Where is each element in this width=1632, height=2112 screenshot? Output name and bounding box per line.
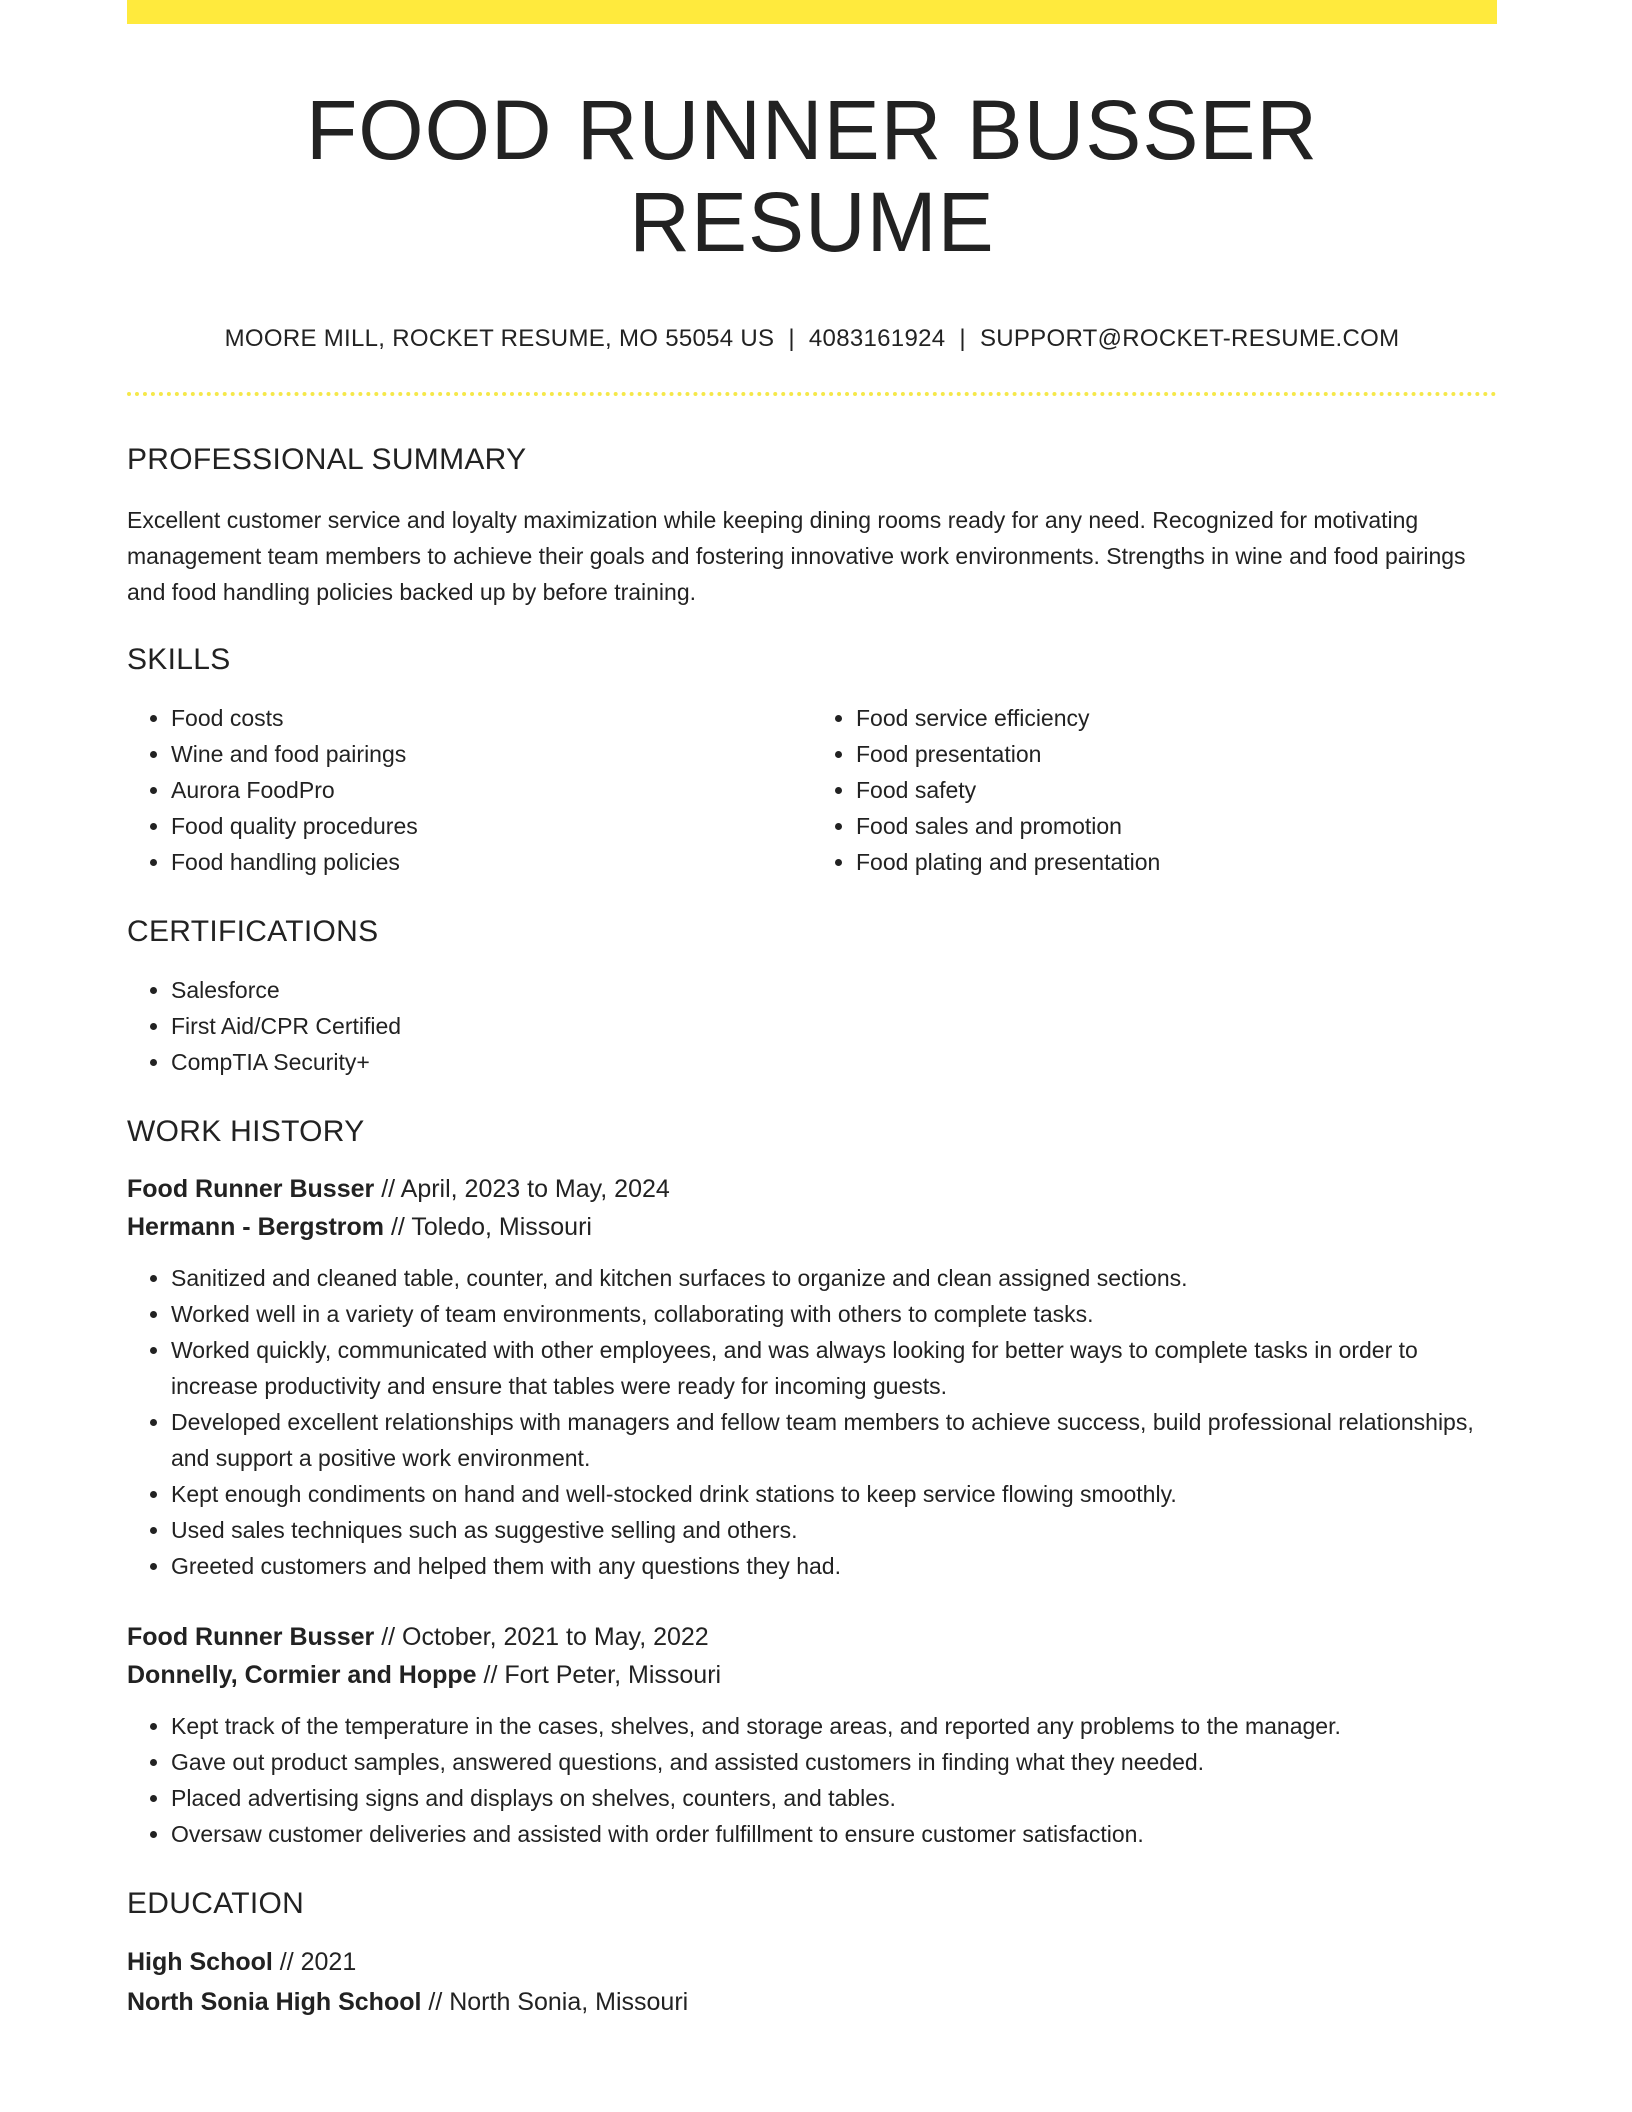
contact-email: SUPPORT@ROCKET-RESUME.COM: [979, 324, 1400, 352]
education-degree: High School: [127, 1947, 273, 1976]
accent-top-bar: [127, 0, 1497, 24]
job-entry: [127, 1618, 1497, 1852]
job-dates: // October, 2021 to May, 2022: [374, 1622, 709, 1651]
contact-line: [127, 325, 1497, 354]
contact-separator: |: [788, 324, 795, 352]
skill-item: • Food presentation: [856, 736, 1497, 772]
resume-title: FOOD RUNNER BUSSER RESUME: [305, 83, 1319, 270]
job-bullet: • Kept track of the temperature in the cases, shelves, and storage areas, and reported any problems to the manager.: [171, 1708, 1497, 1744]
job-role-line: [127, 1170, 1497, 1208]
dotted-divider: [127, 392, 1497, 396]
skill-item: • Food safety: [856, 772, 1497, 808]
job-role-line: [127, 1618, 1497, 1656]
job-bullet: • Placed advertising signs and displays on shelves, counters, and tables.: [171, 1780, 1497, 1816]
resume-page: [127, 0, 1497, 2022]
education-heading: EDUCATION: [127, 1886, 305, 1920]
summary-heading: PROFESSIONAL SUMMARY: [127, 442, 527, 476]
job-dates: // April, 2023 to May, 2024: [374, 1174, 670, 1203]
skills-list-left: [127, 700, 812, 880]
job-entry: [127, 1170, 1497, 1584]
job-bullets: [127, 1260, 1497, 1584]
job-bullet: • Oversaw customer deliveries and assisted with order fulfillment to ensure customer satisfaction.: [171, 1816, 1497, 1852]
job-company-line: [127, 1656, 1497, 1694]
job-bullet: • Worked well in a variety of team environments, collaborating with others to complete tasks.: [171, 1296, 1497, 1332]
skill-item: • Food handling policies: [171, 844, 812, 880]
skill-item: • Food plating and presentation: [856, 844, 1497, 880]
education-entry: [127, 1942, 1497, 2022]
job-bullet: • Developed excellent relationships with managers and fellow team members to achieve success, build professional relationships, and support a positive work environment.: [171, 1404, 1497, 1476]
certifications-heading: CERTIFICATIONS: [127, 914, 379, 948]
certification-item: • CompTIA Security+: [171, 1044, 1497, 1080]
skill-item: • Food service efficiency: [856, 700, 1497, 736]
skill-item: • Aurora FoodPro: [171, 772, 812, 808]
job-bullet: • Kept enough condiments on hand and well-stocked drink stations to keep service flowing smoothly.: [171, 1476, 1497, 1512]
skill-item: • Food costs: [171, 700, 812, 736]
job-location: // Fort Peter, Missouri: [476, 1660, 722, 1689]
job-company-line: [127, 1208, 1497, 1246]
skill-item: • Food quality procedures: [171, 808, 812, 844]
job-bullet: • Greeted customers and helped them with any questions they had.: [171, 1548, 1497, 1584]
education-location: // North Sonia, Missouri: [421, 1987, 689, 2016]
skill-item: • Food sales and promotion: [856, 808, 1497, 844]
job-bullet: • Used sales techniques such as suggestive selling and others.: [171, 1512, 1497, 1548]
job-bullets: [127, 1708, 1497, 1852]
contact-separator: |: [959, 324, 966, 352]
certifications-list: [127, 972, 1497, 1080]
job-bullet: • Gave out product samples, answered questions, and assisted customers in finding what they needed.: [171, 1744, 1497, 1780]
work-history-heading: WORK HISTORY: [127, 1114, 365, 1148]
skill-item: • Wine and food pairings: [171, 736, 812, 772]
job-role: Food Runner Busser: [127, 1622, 375, 1651]
education-school-line: [127, 1982, 1497, 2022]
job-company: Donnelly, Cormier and Hoppe: [127, 1660, 477, 1689]
job-bullet: • Worked quickly, communicated with other employees, and was always looking for better ways to complete tasks in order to increase productivity and ensure that tables were ready for incoming guests.: [171, 1332, 1497, 1404]
summary-text: Excellent customer service and loyalty maximization while keeping dining rooms ready for any need. Recognized for motivating management team members to achieve their goals and fostering innovative work environments. Strengths in wine and food pairings and food handling policies backed up by before training.: [127, 506, 1466, 605]
certification-item: • First Aid/CPR Certified: [171, 1008, 1497, 1044]
education-year: // 2021: [272, 1947, 357, 1976]
contact-phone: 4083161924: [808, 324, 946, 352]
job-company: Hermann - Bergstrom: [127, 1212, 384, 1241]
job-location: // Toledo, Missouri: [384, 1212, 592, 1241]
job-role: Food Runner Busser: [127, 1174, 375, 1203]
contact-address: MOORE MILL, ROCKET RESUME, MO 55054 US: [224, 324, 775, 352]
education-school: North Sonia High School: [127, 1987, 422, 2016]
skills-heading: SKILLS: [127, 642, 231, 676]
skills-columns: [127, 700, 1497, 880]
job-bullet: • Sanitized and cleaned table, counter, and kitchen surfaces to organize and clean assigned sections.: [171, 1260, 1497, 1296]
skills-list-right: [812, 700, 1497, 880]
certification-item: • Salesforce: [171, 972, 1497, 1008]
education-degree-line: [127, 1942, 1497, 1982]
